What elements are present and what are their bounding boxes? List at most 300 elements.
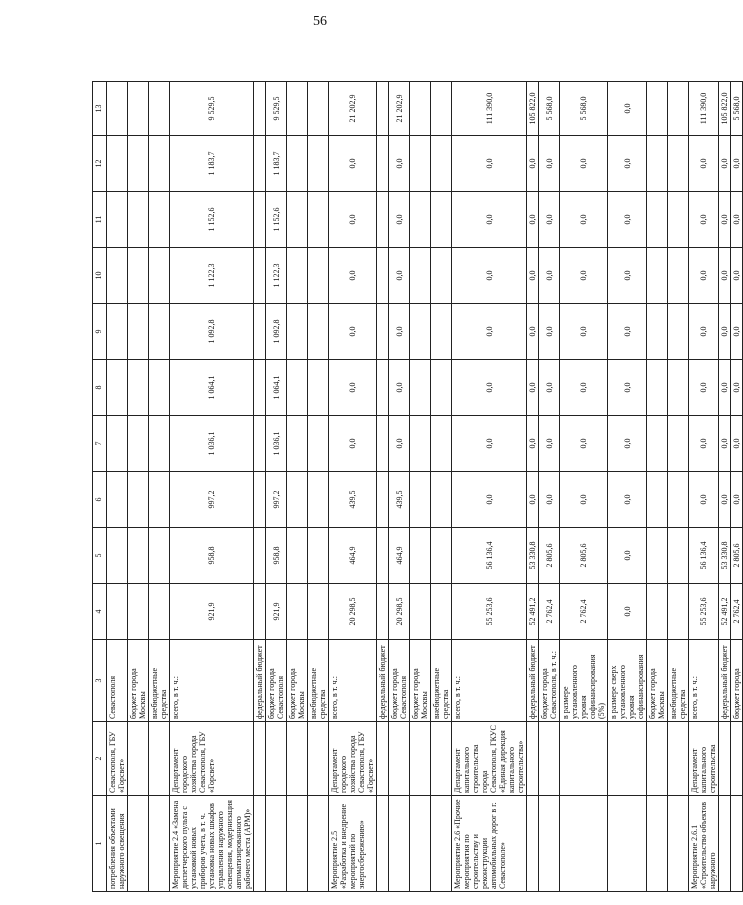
amount-cell: 0,0 — [719, 472, 731, 528]
amount-cell: 464,9 — [329, 528, 377, 584]
amount-cell — [287, 360, 308, 416]
amount-cell: 0,0 — [329, 360, 377, 416]
amount-cell — [149, 82, 170, 136]
amount-cell — [254, 528, 266, 584]
amount-cell — [128, 528, 149, 584]
amount-cell — [668, 360, 689, 416]
event-name-cell — [431, 796, 452, 892]
amount-cell: 1 152,6 — [266, 192, 287, 248]
amount-cell — [107, 416, 128, 472]
amount-cell — [647, 584, 668, 640]
column-header: 6 — [93, 472, 107, 528]
amount-cell: 0,0 — [527, 360, 539, 416]
amount-cell — [287, 192, 308, 248]
amount-cell — [149, 192, 170, 248]
column-header: 5 — [93, 528, 107, 584]
executor-cell: Департамент городского хозяйства города Севастополя, ГБУ «Горсвет» — [170, 722, 254, 796]
amount-cell: 1 036,1 — [266, 416, 287, 472]
amount-cell: 111 390,0 — [452, 82, 527, 136]
table-row — [560, 82, 608, 892]
amount-cell: 1 092,8 — [170, 304, 254, 360]
amount-cell: 0,0 — [608, 82, 647, 136]
amount-cell — [254, 136, 266, 192]
funding-source-cell: внебюджетные средства — [668, 640, 689, 722]
amount-cell — [647, 528, 668, 584]
amount-cell: 1 092,8 — [266, 304, 287, 360]
amount-cell: 0,0 — [608, 360, 647, 416]
amount-cell: 0,0 — [539, 304, 560, 360]
event-name-cell — [128, 796, 149, 892]
executor-cell — [377, 722, 389, 796]
table-row — [329, 82, 377, 892]
amount-cell — [308, 248, 329, 304]
amount-cell: 0,0 — [608, 528, 647, 584]
amount-cell: 0,0 — [560, 416, 608, 472]
amount-cell — [410, 192, 431, 248]
amount-cell — [431, 416, 452, 472]
amount-cell: 0,0 — [329, 416, 377, 472]
amount-cell — [287, 584, 308, 640]
table-row — [668, 82, 689, 892]
event-name-cell — [527, 796, 539, 892]
amount-cell: 0,0 — [389, 360, 410, 416]
amount-cell — [287, 136, 308, 192]
executor-cell — [608, 722, 647, 796]
table-body — [107, 82, 743, 892]
table-row — [608, 82, 647, 892]
amount-cell: 0,0 — [329, 304, 377, 360]
event-name-cell: Мероприятие 2.6.1 «Строительство объектов наружного — [689, 796, 719, 892]
table-row — [647, 82, 668, 892]
amount-cell — [377, 472, 389, 528]
amount-cell: 0,0 — [689, 472, 719, 528]
amount-cell — [308, 584, 329, 640]
amount-cell: 0,0 — [560, 472, 608, 528]
amount-cell — [647, 136, 668, 192]
amount-cell: 0,0 — [389, 248, 410, 304]
amount-cell — [128, 472, 149, 528]
amount-cell — [128, 360, 149, 416]
amount-cell: 9 529,5 — [170, 82, 254, 136]
amount-cell: 0,0 — [719, 192, 731, 248]
funding-source-cell: всего, в т. ч.: — [329, 640, 377, 722]
event-name-cell — [254, 796, 266, 892]
column-header: 7 — [93, 416, 107, 472]
amount-cell: 1 122,3 — [170, 248, 254, 304]
amount-cell: 0,0 — [689, 416, 719, 472]
amount-cell — [308, 304, 329, 360]
amount-cell — [254, 248, 266, 304]
amount-cell: 0,0 — [539, 416, 560, 472]
amount-cell: 0,0 — [527, 416, 539, 472]
amount-cell — [149, 584, 170, 640]
amount-cell: 921,9 — [170, 584, 254, 640]
executor-cell — [719, 722, 731, 796]
amount-cell: 0,0 — [452, 136, 527, 192]
amount-cell: 52 491,2 — [527, 584, 539, 640]
column-header: 13 — [93, 82, 107, 136]
amount-cell: 0,0 — [452, 416, 527, 472]
funding-source-cell: Севастополя — [107, 640, 128, 722]
amount-cell — [107, 304, 128, 360]
amount-cell — [149, 472, 170, 528]
amount-cell: 53 330,8 — [719, 528, 731, 584]
amount-cell — [149, 304, 170, 360]
amount-cell: 0,0 — [539, 472, 560, 528]
amount-cell: 53 330,8 — [527, 528, 539, 584]
event-name-cell — [647, 796, 668, 892]
amount-cell — [431, 360, 452, 416]
event-name-cell — [308, 796, 329, 892]
event-name-cell — [731, 796, 743, 892]
amount-cell — [668, 304, 689, 360]
amount-cell: 0,0 — [560, 248, 608, 304]
amount-cell: 2 762,4 — [560, 584, 608, 640]
amount-cell: 1 183,7 — [170, 136, 254, 192]
funding-source-cell: всего, в т. ч.: — [170, 640, 254, 722]
amount-cell — [107, 584, 128, 640]
executor-cell: Севастополя, ГБУ «Горсвет» — [107, 722, 128, 796]
amount-cell — [308, 136, 329, 192]
amount-cell: 0,0 — [731, 472, 743, 528]
column-header: 3 — [93, 640, 107, 722]
amount-cell: 0,0 — [329, 192, 377, 248]
amount-cell: 0,0 — [452, 248, 527, 304]
funding-source-cell: бюджет города Москвы — [128, 640, 149, 722]
amount-cell — [410, 360, 431, 416]
event-name-cell — [266, 796, 287, 892]
amount-cell: 55 253,6 — [689, 584, 719, 640]
amount-cell: 9 529,5 — [266, 82, 287, 136]
table-row — [254, 82, 266, 892]
table-row — [452, 82, 527, 892]
amount-cell — [431, 304, 452, 360]
amount-cell: 56 136,4 — [452, 528, 527, 584]
executor-cell — [287, 722, 308, 796]
event-name-cell — [149, 796, 170, 892]
event-name-cell — [560, 796, 608, 892]
amount-cell — [431, 136, 452, 192]
amount-cell — [431, 82, 452, 136]
table-row — [410, 82, 431, 892]
amount-cell: 0,0 — [539, 136, 560, 192]
amount-cell: 0,0 — [731, 248, 743, 304]
table-row — [377, 82, 389, 892]
amount-cell: 0,0 — [389, 136, 410, 192]
event-name-cell — [719, 796, 731, 892]
amount-cell — [254, 584, 266, 640]
amount-cell — [647, 304, 668, 360]
funding-source-cell: всего, в т. ч.: — [452, 640, 527, 722]
amount-cell — [107, 192, 128, 248]
amount-cell: 0,0 — [719, 416, 731, 472]
amount-cell: 0,0 — [608, 584, 647, 640]
amount-cell: 0,0 — [539, 248, 560, 304]
amount-cell — [377, 248, 389, 304]
column-header: 1 — [93, 796, 107, 892]
event-name-cell — [608, 796, 647, 892]
amount-cell: 5 568,0 — [539, 82, 560, 136]
amount-cell — [308, 82, 329, 136]
amount-cell — [410, 416, 431, 472]
funding-source-cell: внебюджетные средства — [308, 640, 329, 722]
table-row — [431, 82, 452, 892]
page-number: 56 — [313, 14, 327, 29]
amount-cell — [149, 360, 170, 416]
event-name-cell — [389, 796, 410, 892]
amount-cell — [128, 82, 149, 136]
table-row — [287, 82, 308, 892]
amount-cell: 0,0 — [389, 192, 410, 248]
amount-cell: 958,8 — [266, 528, 287, 584]
amount-cell: 0,0 — [608, 136, 647, 192]
budget-table — [92, 81, 743, 892]
amount-cell — [410, 82, 431, 136]
amount-cell: 0,0 — [527, 136, 539, 192]
amount-cell: 0,0 — [452, 304, 527, 360]
amount-cell: 1 036,1 — [170, 416, 254, 472]
amount-cell: 0,0 — [689, 192, 719, 248]
amount-cell — [647, 472, 668, 528]
amount-cell: 0,0 — [731, 192, 743, 248]
executor-cell — [308, 722, 329, 796]
amount-cell — [377, 82, 389, 136]
amount-cell — [377, 528, 389, 584]
amount-cell — [431, 248, 452, 304]
amount-cell — [287, 528, 308, 584]
table-row — [107, 82, 128, 892]
amount-cell: 21 202,9 — [329, 82, 377, 136]
amount-cell: 0,0 — [731, 136, 743, 192]
amount-cell — [668, 82, 689, 136]
amount-cell — [308, 528, 329, 584]
funding-source-cell: федеральный бюджет — [254, 640, 266, 722]
amount-cell — [128, 192, 149, 248]
amount-cell: 111 390,0 — [689, 82, 719, 136]
amount-cell — [308, 472, 329, 528]
table-row — [149, 82, 170, 892]
column-header: 9 — [93, 304, 107, 360]
amount-cell — [287, 304, 308, 360]
amount-cell: 958,8 — [170, 528, 254, 584]
amount-cell — [410, 136, 431, 192]
column-header: 8 — [93, 360, 107, 416]
amount-cell — [107, 472, 128, 528]
amount-cell: 0,0 — [560, 136, 608, 192]
event-name-cell: потребления объектами наружного освещения — [107, 796, 128, 892]
funding-source-cell: бюджет города Москвы — [647, 640, 668, 722]
funding-source-cell: бюджет города Севастополя — [389, 640, 410, 722]
funding-source-cell: внебюджетные средства — [431, 640, 452, 722]
amount-cell: 52 491,2 — [719, 584, 731, 640]
amount-cell: 1 122,3 — [266, 248, 287, 304]
amount-cell — [431, 584, 452, 640]
column-header: 12 — [93, 136, 107, 192]
funding-source-cell: бюджет города Севастополя, в т. ч.: — [539, 640, 560, 722]
amount-cell — [377, 416, 389, 472]
executor-cell: Департамент городского хозяйства города Севастополя, ГБУ «Горсвет» — [329, 722, 377, 796]
amount-cell: 0,0 — [689, 304, 719, 360]
event-name-cell — [287, 796, 308, 892]
amount-cell: 2 805,6 — [560, 528, 608, 584]
funding-source-cell: бюджет города Москвы — [287, 640, 308, 722]
amount-cell — [254, 304, 266, 360]
table-row — [689, 82, 719, 892]
amount-cell: 20 298,5 — [389, 584, 410, 640]
amount-cell — [410, 472, 431, 528]
executor-cell — [647, 722, 668, 796]
amount-cell — [647, 360, 668, 416]
executor-cell — [539, 722, 560, 796]
rotated-table-wrapper — [92, 82, 741, 892]
executor-cell — [389, 722, 410, 796]
amount-cell — [647, 416, 668, 472]
amount-cell: 0,0 — [731, 416, 743, 472]
table-row — [527, 82, 539, 892]
amount-cell: 0,0 — [560, 192, 608, 248]
amount-cell: 997,2 — [266, 472, 287, 528]
event-name-cell — [377, 796, 389, 892]
amount-cell: 0,0 — [719, 136, 731, 192]
funding-source-cell: бюджет города Севастополя — [266, 640, 287, 722]
amount-cell — [377, 360, 389, 416]
amount-cell: 0,0 — [539, 192, 560, 248]
amount-cell — [254, 472, 266, 528]
amount-cell — [128, 416, 149, 472]
funding-source-cell: в размере установленного уровня софинансирования (5%) — [560, 640, 608, 722]
executor-cell — [560, 722, 608, 796]
amount-cell: 105 822,0 — [719, 82, 731, 136]
amount-cell — [308, 360, 329, 416]
amount-cell — [377, 304, 389, 360]
amount-cell — [668, 192, 689, 248]
funding-source-cell: федеральный бюджет — [719, 640, 731, 722]
amount-cell — [377, 136, 389, 192]
amount-cell — [254, 82, 266, 136]
amount-cell — [254, 416, 266, 472]
amount-cell: 439,5 — [329, 472, 377, 528]
amount-cell: 5 568,0 — [560, 82, 608, 136]
header-row — [93, 82, 107, 892]
amount-cell — [377, 192, 389, 248]
executor-cell — [431, 722, 452, 796]
amount-cell: 0,0 — [689, 248, 719, 304]
amount-cell — [410, 584, 431, 640]
amount-cell — [287, 82, 308, 136]
event-name-cell — [410, 796, 431, 892]
amount-cell: 0,0 — [452, 472, 527, 528]
amount-cell — [377, 584, 389, 640]
amount-cell: 1 183,7 — [266, 136, 287, 192]
amount-cell — [149, 528, 170, 584]
amount-cell: 2 762,4 — [539, 584, 560, 640]
amount-cell — [128, 248, 149, 304]
amount-cell — [668, 584, 689, 640]
amount-cell: 997,2 — [170, 472, 254, 528]
amount-cell — [128, 584, 149, 640]
amount-cell: 0,0 — [527, 192, 539, 248]
amount-cell — [647, 192, 668, 248]
amount-cell: 0,0 — [452, 192, 527, 248]
executor-cell — [731, 722, 743, 796]
amount-cell — [149, 416, 170, 472]
executor-cell: Департамент капитального строительства города Севастополя, ГКУС «Единая дирекция капитального строительства» — [452, 722, 527, 796]
column-header: 10 — [93, 248, 107, 304]
amount-cell: 20 298,5 — [329, 584, 377, 640]
column-header: 11 — [93, 192, 107, 248]
amount-cell: 0,0 — [608, 304, 647, 360]
amount-cell — [254, 192, 266, 248]
amount-cell — [107, 360, 128, 416]
amount-cell — [128, 136, 149, 192]
amount-cell: 5 568,0 — [731, 82, 743, 136]
amount-cell — [287, 472, 308, 528]
amount-cell: 2 762,4 — [731, 584, 743, 640]
amount-cell: 21 202,9 — [389, 82, 410, 136]
table-row — [719, 82, 731, 892]
funding-source-cell: бюджет города Москвы — [410, 640, 431, 722]
amount-cell — [308, 192, 329, 248]
executor-cell: Департамент капитального строительства — [689, 722, 719, 796]
amount-cell: 2 805,6 — [731, 528, 743, 584]
amount-cell — [668, 416, 689, 472]
amount-cell: 2 805,6 — [539, 528, 560, 584]
amount-cell: 921,9 — [266, 584, 287, 640]
amount-cell — [668, 528, 689, 584]
table-row — [539, 82, 560, 892]
table-row — [266, 82, 287, 892]
amount-cell — [431, 528, 452, 584]
amount-cell — [668, 472, 689, 528]
executor-cell — [254, 722, 266, 796]
amount-cell — [647, 82, 668, 136]
executor-cell — [668, 722, 689, 796]
amount-cell — [149, 136, 170, 192]
column-header: 2 — [93, 722, 107, 796]
table-row — [308, 82, 329, 892]
amount-cell: 0,0 — [731, 360, 743, 416]
amount-cell: 464,9 — [389, 528, 410, 584]
amount-cell: 0,0 — [560, 360, 608, 416]
amount-cell — [107, 82, 128, 136]
amount-cell — [668, 136, 689, 192]
amount-cell: 0,0 — [539, 360, 560, 416]
amount-cell: 56 136,4 — [689, 528, 719, 584]
event-name-cell — [539, 796, 560, 892]
executor-cell — [266, 722, 287, 796]
amount-cell: 0,0 — [452, 360, 527, 416]
funding-source-cell: внебюджетные средства — [149, 640, 170, 722]
amount-cell: 0,0 — [689, 360, 719, 416]
amount-cell: 0,0 — [527, 248, 539, 304]
amount-cell — [287, 248, 308, 304]
funding-source-cell: федеральный бюджет — [377, 640, 389, 722]
funding-source-cell: федеральный бюджет — [527, 640, 539, 722]
amount-cell — [149, 248, 170, 304]
funding-source-cell: в размере сверх установленного уровня софинансирования — [608, 640, 647, 722]
amount-cell: 1 152,6 — [170, 192, 254, 248]
event-name-cell: Мероприятие 2.4 «Замена диспетчерского пульта с установкой новых приборов учета, в т. ч. установка новых шкафов управления наружного освещения, модернизация автоматизированного рабочего места (АРМ)» — [170, 796, 254, 892]
amount-cell — [254, 360, 266, 416]
executor-cell — [128, 722, 149, 796]
amount-cell — [431, 472, 452, 528]
amount-cell — [410, 248, 431, 304]
column-header: 4 — [93, 584, 107, 640]
amount-cell: 0,0 — [329, 248, 377, 304]
amount-cell: 0,0 — [719, 360, 731, 416]
table-row — [389, 82, 410, 892]
amount-cell — [308, 416, 329, 472]
